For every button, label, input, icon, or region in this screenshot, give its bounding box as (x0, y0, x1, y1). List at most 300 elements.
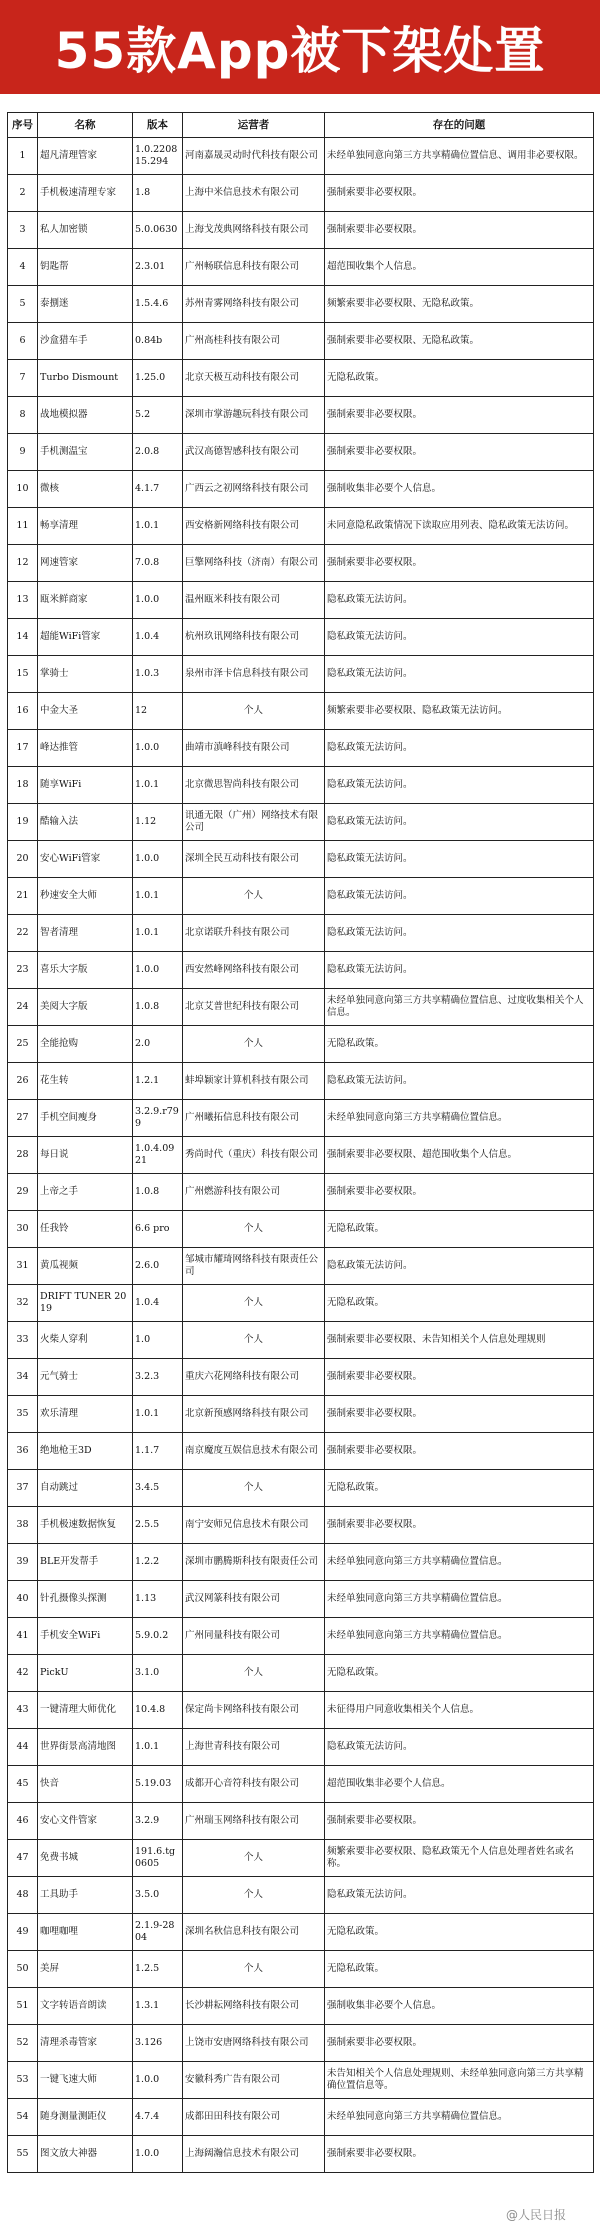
table-row (8, 286, 594, 323)
cell-version: 1.2.5 (133, 1951, 183, 1988)
cell-operator: 泉州市泽卡信息科技有限公司 (183, 656, 325, 693)
header-version: 版本 (133, 113, 183, 138)
cell-version: 1.0.220815.294 (133, 138, 183, 175)
cell-name: PickU (38, 1655, 133, 1692)
cell-version: 2.6.0 (133, 1248, 183, 1285)
cell-version: 1.25.0 (133, 360, 183, 397)
cell-issue: 隐私政策无法访问。 (325, 804, 594, 841)
cell-version: 1.0.0 (133, 952, 183, 989)
cell-version: 6.6 pro (133, 1211, 183, 1248)
cell-version: 3.126 (133, 2025, 183, 2062)
cell-name: 中金大圣 (38, 693, 133, 730)
cell-name: 工具助手 (38, 1877, 133, 1914)
cell-issue: 强制索要非必要权限。 (325, 1174, 594, 1211)
cell-name: 随享WiFi (38, 767, 133, 804)
cell-operator: 温州瓯米科技有限公司 (183, 582, 325, 619)
cell-version: 191.6.tg0605 (133, 1840, 183, 1877)
cell-operator: 保定尚卡网络科技有限公司 (183, 1692, 325, 1729)
cell-index: 54 (8, 2099, 38, 2136)
table-row (8, 1396, 594, 1433)
cell-index: 48 (8, 1877, 38, 1914)
cell-version: 1.0.0 (133, 2062, 183, 2099)
cell-operator: 长沙耕耘网络科技有限公司 (183, 1988, 325, 2025)
table-row (8, 212, 594, 249)
cell-issue: 强制索要非必要权限。 (325, 545, 594, 582)
cell-version: 7.0.8 (133, 545, 183, 582)
cell-issue: 未同意隐私政策情况下读取应用列表、隐私政策无法访问。 (325, 508, 594, 545)
cell-version: 5.19.03 (133, 1766, 183, 1803)
table-row (8, 1729, 594, 1766)
cell-issue: 未经单独同意向第三方共享精确位置信息、调用非必要权限。 (325, 138, 594, 175)
table-row (8, 989, 594, 1026)
cell-issue: 未经单独同意向第三方共享精确位置信息。 (325, 2099, 594, 2136)
cell-issue: 强制索要非必要权限。 (325, 397, 594, 434)
cell-operator: 个人 (183, 1285, 325, 1322)
cell-name: 随身测量测距仪 (38, 2099, 133, 2136)
table-row (8, 2025, 594, 2062)
cell-operator: 杭州玖讯网络科技有限公司 (183, 619, 325, 656)
cell-operator: 曲靖市滇峰科技有限公司 (183, 730, 325, 767)
cell-operator: 河南嘉晟灵动时代科技有限公司 (183, 138, 325, 175)
cell-index: 53 (8, 2062, 38, 2099)
cell-name: 绝地枪王3D (38, 1433, 133, 1470)
table-row (8, 323, 594, 360)
table-row (8, 1063, 594, 1100)
table-row (8, 804, 594, 841)
table-row (8, 1285, 594, 1322)
cell-issue: 隐私政策无法访问。 (325, 767, 594, 804)
cell-version: 2.0 (133, 1026, 183, 1063)
cell-index: 50 (8, 1951, 38, 1988)
cell-issue: 隐私政策无法访问。 (325, 952, 594, 989)
cell-index: 26 (8, 1063, 38, 1100)
cell-index: 15 (8, 656, 38, 693)
cell-version: 1.0.4 (133, 1285, 183, 1322)
cell-version: 1.0.1 (133, 508, 183, 545)
cell-operator: 广州燃游科技有限公司 (183, 1174, 325, 1211)
cell-index: 44 (8, 1729, 38, 1766)
cell-issue: 隐私政策无法访问。 (325, 1877, 594, 1914)
cell-issue: 强制索要非必要权限、未告知相关个人信息处理规则 (325, 1322, 594, 1359)
cell-name: 图文放大神器 (38, 2136, 133, 2173)
cell-operator: 西安然峰网络科技有限公司 (183, 952, 325, 989)
cell-name: 私人加密锁 (38, 212, 133, 249)
table-row (8, 1618, 594, 1655)
cell-operator: 个人 (183, 1470, 325, 1507)
cell-index: 18 (8, 767, 38, 804)
cell-version: 3.5.0 (133, 1877, 183, 1914)
cell-name: 全能抢购 (38, 1026, 133, 1063)
cell-issue: 未经单独同意向第三方共享精确位置信息。 (325, 1618, 594, 1655)
cell-version: 1.0.1 (133, 1729, 183, 1766)
cell-index: 20 (8, 841, 38, 878)
cell-version: 1.0.4 (133, 619, 183, 656)
cell-name: 一键清理大师优化 (38, 1692, 133, 1729)
cell-name: 峰达推管 (38, 730, 133, 767)
cell-index: 9 (8, 434, 38, 471)
cell-index: 8 (8, 397, 38, 434)
header-index: 序号 (8, 113, 38, 138)
table-row (8, 471, 594, 508)
table-header-row (8, 113, 594, 138)
cell-version: 1.5.4.6 (133, 286, 183, 323)
cell-index: 19 (8, 804, 38, 841)
cell-operator: 蚌埠颖家计算机科技有限公司 (183, 1063, 325, 1100)
cell-issue: 隐私政策无法访问。 (325, 1729, 594, 1766)
cell-index: 5 (8, 286, 38, 323)
cell-index: 45 (8, 1766, 38, 1803)
cell-name: 秒速安全大师 (38, 878, 133, 915)
cell-name: 清理杀毒管家 (38, 2025, 133, 2062)
cell-version: 1.0.1 (133, 1396, 183, 1433)
cell-version: 1.0.8 (133, 1174, 183, 1211)
cell-name: 钥匙帮 (38, 249, 133, 286)
cell-operator: 个人 (183, 1840, 325, 1877)
cell-name: 手机空间瘦身 (38, 1100, 133, 1137)
cell-issue: 隐私政策无法访问。 (325, 619, 594, 656)
cell-name: 美屏 (38, 1951, 133, 1988)
cell-index: 7 (8, 360, 38, 397)
cell-version: 1.1.7 (133, 1433, 183, 1470)
cell-index: 52 (8, 2025, 38, 2062)
table-row (8, 693, 594, 730)
cell-index: 11 (8, 508, 38, 545)
cell-operator: 武汉网篆科技有限公司 (183, 1581, 325, 1618)
cell-version: 3.2.9.r799 (133, 1100, 183, 1137)
cell-operator: 上海世青科技有限公司 (183, 1729, 325, 1766)
cell-index: 28 (8, 1137, 38, 1174)
cell-version: 0.84b (133, 323, 183, 360)
cell-version: 3.2.3 (133, 1359, 183, 1396)
cell-index: 49 (8, 1914, 38, 1951)
cell-index: 37 (8, 1470, 38, 1507)
cell-index: 33 (8, 1322, 38, 1359)
cell-version: 5.9.0.2 (133, 1618, 183, 1655)
cell-name: 安心文件管家 (38, 1803, 133, 1840)
cell-name: 手机极速数据恢复 (38, 1507, 133, 1544)
cell-issue: 强制索要非必要权限。 (325, 1507, 594, 1544)
cell-name: 针孔摄像头探测 (38, 1581, 133, 1618)
cell-version: 5.2 (133, 397, 183, 434)
cell-version: 1.0.4.0921 (133, 1137, 183, 1174)
cell-operator: 秀尚时代（重庆）科技有限公司 (183, 1137, 325, 1174)
cell-operator: 南宁安师兄信息技术有限公司 (183, 1507, 325, 1544)
cell-index: 6 (8, 323, 38, 360)
cell-issue: 强制索要非必要权限。 (325, 1396, 594, 1433)
cell-operator: 北京艾普世纪科技有限公司 (183, 989, 325, 1026)
table-row (8, 1581, 594, 1618)
cell-operator: 广西云之初网络科技有限公司 (183, 471, 325, 508)
cell-issue: 强制索要非必要权限。 (325, 2025, 594, 2062)
cell-issue: 无隐私政策。 (325, 1470, 594, 1507)
cell-issue: 无隐私政策。 (325, 1211, 594, 1248)
cell-index: 43 (8, 1692, 38, 1729)
table-row (8, 1988, 594, 2025)
cell-version: 1.8 (133, 175, 183, 212)
cell-name: 上帝之手 (38, 1174, 133, 1211)
table-row (8, 1877, 594, 1914)
cell-name: Turbo Dismount (38, 360, 133, 397)
cell-operator: 广州瑞玉网络科技有限公司 (183, 1803, 325, 1840)
cell-name: 战地模拟器 (38, 397, 133, 434)
cell-version: 1.13 (133, 1581, 183, 1618)
cell-operator: 西安格新网络科技有限公司 (183, 508, 325, 545)
cell-operator: 北京微思智尚科技有限公司 (183, 767, 325, 804)
cell-index: 14 (8, 619, 38, 656)
cell-operator: 北京天极互动科技有限公司 (183, 360, 325, 397)
table-row (8, 952, 594, 989)
cell-index: 39 (8, 1544, 38, 1581)
cell-issue: 频繁索要非必要权限、无隐私政策。 (325, 286, 594, 323)
cell-issue: 强制索要非必要权限。 (325, 434, 594, 471)
cell-name: 火柴人穿利 (38, 1322, 133, 1359)
cell-operator: 南京魔度互娱信息技术有限公司 (183, 1433, 325, 1470)
table-row (8, 841, 594, 878)
cell-issue: 强制索要非必要权限、超范围收集个人信息。 (325, 1137, 594, 1174)
cell-index: 32 (8, 1285, 38, 1322)
cell-name: 一键飞速大师 (38, 2062, 133, 2099)
table-row (8, 397, 594, 434)
cell-issue: 隐私政策无法访问。 (325, 915, 594, 952)
table-row (8, 2136, 594, 2173)
cell-version: 1.0.8 (133, 989, 183, 1026)
cell-issue: 隐私政策无法访问。 (325, 582, 594, 619)
cell-operator: 成都开心音符科技有限公司 (183, 1766, 325, 1803)
cell-name: 微核 (38, 471, 133, 508)
cell-index: 46 (8, 1803, 38, 1840)
cell-issue: 强制索要非必要权限。 (325, 1803, 594, 1840)
cell-operator: 个人 (183, 878, 325, 915)
table-row (8, 249, 594, 286)
table-row (8, 1322, 594, 1359)
table-row (8, 360, 594, 397)
cell-issue: 超范围收集非必要个人信息。 (325, 1766, 594, 1803)
cell-name: 元气骑士 (38, 1359, 133, 1396)
cell-name: 欢乐清理 (38, 1396, 133, 1433)
cell-version: 3.4.5 (133, 1470, 183, 1507)
cell-operator: 上海中米信息技术有限公司 (183, 175, 325, 212)
header-issue: 存在的问题 (325, 113, 594, 138)
cell-issue: 强制索要非必要权限。 (325, 1359, 594, 1396)
cell-version: 1.0.0 (133, 2136, 183, 2173)
table-row (8, 1100, 594, 1137)
cell-name: 安心WiFi管家 (38, 841, 133, 878)
cell-issue: 强制收集非必要个人信息。 (325, 471, 594, 508)
cell-version: 2.0.8 (133, 434, 183, 471)
cell-version: 1.0.0 (133, 730, 183, 767)
table-row (8, 1248, 594, 1285)
cell-index: 36 (8, 1433, 38, 1470)
cell-issue: 无隐私政策。 (325, 1914, 594, 1951)
cell-operator: 深圳市鹏腾斯科技有限责任公司 (183, 1544, 325, 1581)
cell-operator: 上海戈茂典网络科技有限公司 (183, 212, 325, 249)
cell-operator: 深圳名秋信息科技有限公司 (183, 1914, 325, 1951)
cell-issue: 未经单独同意向第三方共享精确位置信息。 (325, 1581, 594, 1618)
cell-version: 2.3.01 (133, 249, 183, 286)
cell-index: 40 (8, 1581, 38, 1618)
cell-issue: 无隐私政策。 (325, 1951, 594, 1988)
cell-issue: 强制索要非必要权限。 (325, 2136, 594, 2173)
cell-operator: 北京诺联升科技有限公司 (183, 915, 325, 952)
cell-operator: 讯通无限（广州）网络技术有限公司 (183, 804, 325, 841)
cell-issue: 隐私政策无法访问。 (325, 1248, 594, 1285)
table-row (8, 730, 594, 767)
cell-issue: 强制索要非必要权限。 (325, 212, 594, 249)
watermark: @人民日报 (505, 2208, 566, 2222)
cell-operator: 个人 (183, 1026, 325, 1063)
app-removal-table (7, 112, 594, 2173)
cell-index: 27 (8, 1100, 38, 1137)
cell-version: 1.0.1 (133, 915, 183, 952)
cell-index: 12 (8, 545, 38, 582)
table-row (8, 656, 594, 693)
cell-name: 手机测温宝 (38, 434, 133, 471)
cell-operator: 安徽科秀广告有限公司 (183, 2062, 325, 2099)
table-row (8, 1359, 594, 1396)
cell-name: DRIFT TUNER 2019 (38, 1285, 133, 1322)
table-row (8, 1433, 594, 1470)
cell-version: 2.5.5 (133, 1507, 183, 1544)
cell-operator: 广州畅联信息科技有限公司 (183, 249, 325, 286)
cell-issue: 未征得用户同意收集相关个人信息。 (325, 1692, 594, 1729)
cell-name: 超凡清理管家 (38, 138, 133, 175)
cell-issue: 强制收集非必要个人信息。 (325, 1988, 594, 2025)
table-row (8, 1507, 594, 1544)
cell-index: 4 (8, 249, 38, 286)
cell-issue: 未经单独同意向第三方共享精确位置信息、过度收集相关个人信息。 (325, 989, 594, 1026)
table-row (8, 619, 594, 656)
table-row (8, 1766, 594, 1803)
cell-operator: 个人 (183, 1951, 325, 1988)
cell-issue: 隐私政策无法访问。 (325, 878, 594, 915)
table-row (8, 1544, 594, 1581)
cell-issue: 无隐私政策。 (325, 1026, 594, 1063)
cell-issue: 强制索要非必要权限、无隐私政策。 (325, 323, 594, 360)
cell-version: 1.3.1 (133, 1988, 183, 2025)
cell-version: 1.2.1 (133, 1063, 183, 1100)
table-row (8, 545, 594, 582)
cell-name: 手机极速清理专家 (38, 175, 133, 212)
cell-version: 4.7.4 (133, 2099, 183, 2136)
cell-issue: 频繁索要非必要权限、隐私政策无个人信息处理者姓名或名称。 (325, 1840, 594, 1877)
table-row (8, 1211, 594, 1248)
cell-version: 2.1.9-2804 (133, 1914, 183, 1951)
cell-version: 1.0.3 (133, 656, 183, 693)
cell-index: 30 (8, 1211, 38, 1248)
cell-name: 畅享清理 (38, 508, 133, 545)
table-row (8, 915, 594, 952)
cell-index: 1 (8, 138, 38, 175)
table-row (8, 1692, 594, 1729)
cell-name: 酷输入法 (38, 804, 133, 841)
cell-index: 25 (8, 1026, 38, 1063)
cell-operator: 重庆六花网络科技有限公司 (183, 1359, 325, 1396)
cell-name: 智者清理 (38, 915, 133, 952)
cell-operator: 个人 (183, 1211, 325, 1248)
cell-index: 41 (8, 1618, 38, 1655)
cell-index: 22 (8, 915, 38, 952)
cell-issue: 隐私政策无法访问。 (325, 730, 594, 767)
cell-name: 自动跳过 (38, 1470, 133, 1507)
table-row (8, 582, 594, 619)
table-row (8, 1470, 594, 1507)
cell-name: 美阅大字版 (38, 989, 133, 1026)
cell-version: 1.0.1 (133, 878, 183, 915)
table-row (8, 2062, 594, 2099)
cell-name: 泰捌迷 (38, 286, 133, 323)
cell-name: 任我铃 (38, 1211, 133, 1248)
table-row (8, 434, 594, 471)
cell-index: 23 (8, 952, 38, 989)
cell-issue: 隐私政策无法访问。 (325, 841, 594, 878)
cell-operator: 北京新预感网络科技有限公司 (183, 1396, 325, 1433)
cell-operator: 个人 (183, 1655, 325, 1692)
cell-operator: 成都田田科技有限公司 (183, 2099, 325, 2136)
table-row (8, 2099, 594, 2136)
table-row (8, 175, 594, 212)
table-row (8, 1655, 594, 1692)
cell-issue: 强制索要非必要权限。 (325, 1433, 594, 1470)
cell-issue: 隐私政策无法访问。 (325, 656, 594, 693)
cell-operator: 邹城市耀琦网络科技有限责任公司 (183, 1248, 325, 1285)
table-row (8, 1914, 594, 1951)
cell-name: 掌骑士 (38, 656, 133, 693)
cell-operator: 巨擎网络科技（济南）有限公司 (183, 545, 325, 582)
table-row (8, 1026, 594, 1063)
cell-version: 1.2.2 (133, 1544, 183, 1581)
cell-name: 瓯米鲜商家 (38, 582, 133, 619)
cell-version: 1.0.0 (133, 582, 183, 619)
cell-version: 5.0.0630 (133, 212, 183, 249)
cell-index: 29 (8, 1174, 38, 1211)
cell-version: 1.12 (133, 804, 183, 841)
table-row (8, 1137, 594, 1174)
cell-index: 51 (8, 1988, 38, 2025)
table-row (8, 1951, 594, 1988)
cell-name: 花生转 (38, 1063, 133, 1100)
cell-issue: 无隐私政策。 (325, 1655, 594, 1692)
cell-name: 免费书城 (38, 1840, 133, 1877)
cell-index: 38 (8, 1507, 38, 1544)
page-title: 55款App被下架处置 (54, 22, 546, 80)
app-removal-table-container (7, 112, 593, 2173)
cell-version: 1.0.1 (133, 767, 183, 804)
cell-index: 16 (8, 693, 38, 730)
cell-index: 42 (8, 1655, 38, 1692)
table-body (8, 138, 594, 2173)
cell-operator: 深圳全民互动科技有限公司 (183, 841, 325, 878)
cell-operator: 个人 (183, 693, 325, 730)
cell-version: 1.0 (133, 1322, 183, 1359)
cell-index: 35 (8, 1396, 38, 1433)
cell-index: 3 (8, 212, 38, 249)
cell-operator: 广州同量科技有限公司 (183, 1618, 325, 1655)
cell-name: 文字转语音朗读 (38, 1988, 133, 2025)
cell-name: 每日说 (38, 1137, 133, 1174)
cell-index: 13 (8, 582, 38, 619)
cell-issue: 未告知相关个人信息处理规则、未经单独同意向第三方共享精确位置信息等。 (325, 2062, 594, 2099)
table-row (8, 1174, 594, 1211)
cell-index: 24 (8, 989, 38, 1026)
cell-operator: 个人 (183, 1322, 325, 1359)
table-row (8, 508, 594, 545)
cell-issue: 超范围收集个人信息。 (325, 249, 594, 286)
cell-name: 世界街景高清地图 (38, 1729, 133, 1766)
cell-index: 55 (8, 2136, 38, 2173)
cell-version: 10.4.8 (133, 1692, 183, 1729)
cell-name: BLE开发帮手 (38, 1544, 133, 1581)
cell-version: 3.2.9 (133, 1803, 183, 1840)
